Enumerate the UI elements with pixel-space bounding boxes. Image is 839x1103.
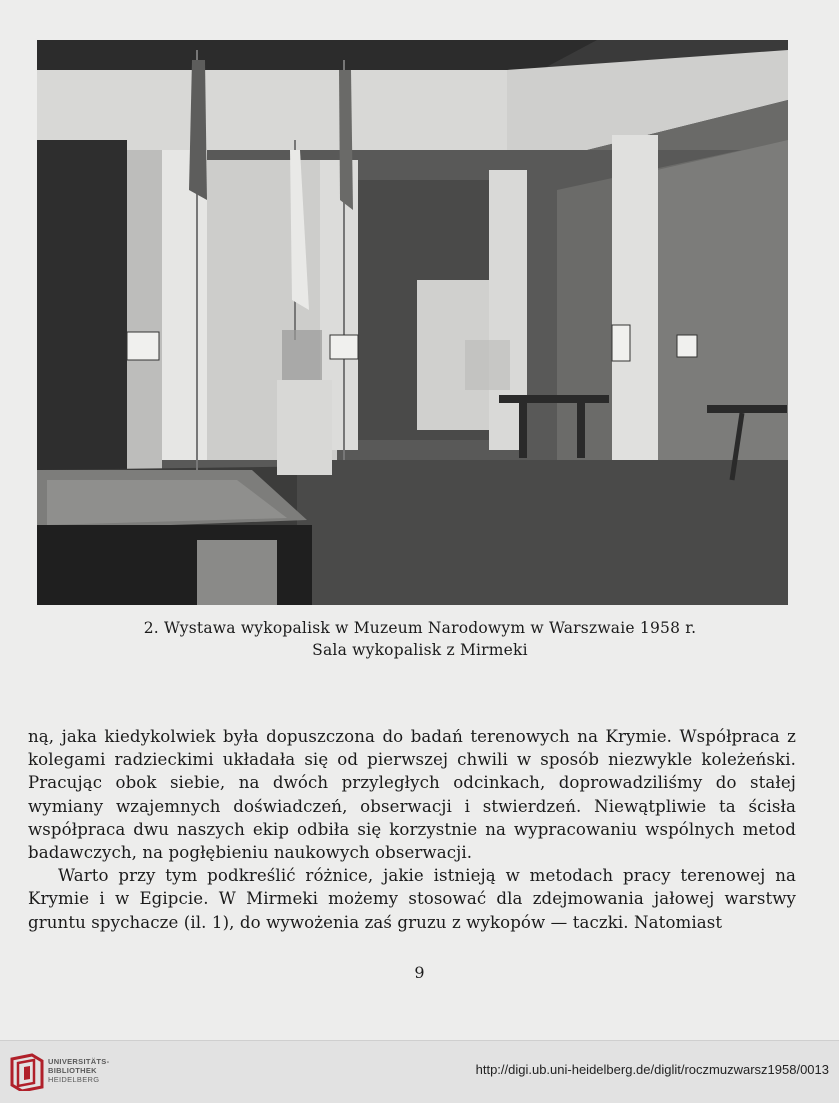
logo-line1: UNIVERSITÄTS- [48, 1057, 110, 1066]
footer-bar [0, 1040, 839, 1103]
exhibition-photo [37, 40, 788, 605]
library-logo-icon [10, 1053, 44, 1091]
photo-caption-line2: Sala wykopalisk z Mirmeki [312, 641, 528, 659]
paragraph: ną, jaka kiedykolwiek była dopuszczona do badań terenowych na Krymie. Współpraca z kolegami radzieckimi układała się od pierwszej chwili w sposób niezwykle koleżeński. Pracując obok siebie, na dwóch przyległych odcinkach, doprowadziliśmy do stałej wymiany wzajemnych doświadczeń, obserwacji i stwierdzeń. Niewątpliwie ta ścisła współpraca dwu naszych ekip odbiła się korzystnie na wypracowaniu wspólnych metod badawczych, na pogłębieniu naukowych obserwacji. [28, 727, 796, 863]
photo-caption-line1: 2. Wystawa wykopalisk w Muzeum Narodowym w Warszwaie 1958 r. [143, 619, 697, 637]
library-logo[interactable] [10, 1053, 110, 1093]
page-number: 9 [414, 963, 425, 982]
logo-line3: HEIDELBERG [48, 1075, 100, 1084]
body-text [28, 725, 796, 934]
paragraph: Warto przy tym podkreślić różnice, jakie istnieją w metodach pracy terenowej na Krymie i w Egipcie. W Mirmeki możemy stosować dla zdejmowania jałowej warstwy gruntu spychacze (il. 1), do wywożenia zaś gruzu z wykopów — taczki. Natomiast [28, 866, 796, 932]
source-url-link[interactable]: http://digi.ub.uni-heidelberg.de/diglit/roczmuzwarsz1958/0013 [475, 1062, 829, 1077]
logo-line2: BIBLIOTHEK [48, 1066, 97, 1075]
